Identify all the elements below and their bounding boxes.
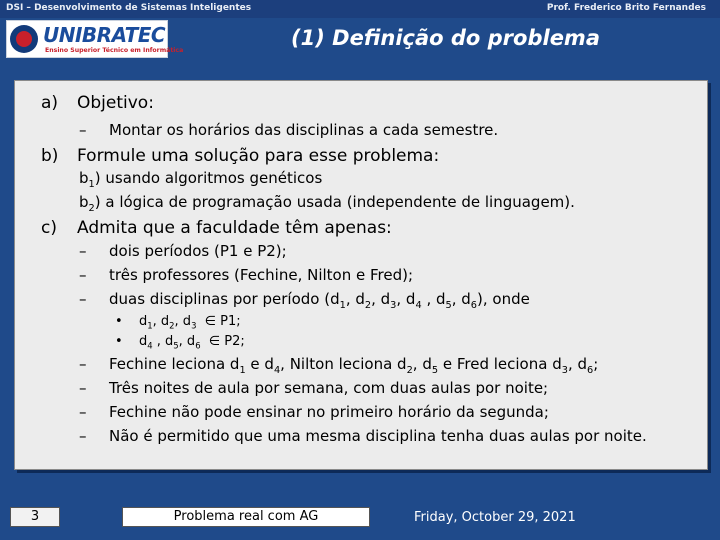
logo-emblem-icon [10, 25, 38, 53]
item-c3: – duas disciplinas por período ($d_1$, $d_2$, $d_3$, $d_4$ , $d_5$, $d_6$), onde [79, 290, 530, 311]
item-c6: – Fechine não pode ensinar no primeiro horário da segunda; [79, 403, 549, 421]
item-b: b) Formule uma solução para esse problema: [41, 146, 440, 166]
logo-wordmark: UNIBRATEC [43, 23, 166, 47]
slide-title: (1) Definição do problema [291, 26, 600, 50]
item-b1: $b_1$) usando algoritmos genéticos [79, 169, 323, 190]
footer-title: Problema real com AG [122, 507, 370, 527]
item-c3-p1: • $d_1$, $d_2$, $d_3$ ∈ P1; [115, 314, 241, 331]
item-c3-p2: • $d_4$ , $d_5$, $d_6$ ∈ P2; [115, 334, 245, 351]
logo [6, 20, 184, 58]
item-b2: $b_2$) a lógica de programação usada (independente de linguagem). [79, 193, 575, 214]
course-name: DSI – Desenvolvimento de Sistemas Inteligentes [6, 3, 252, 13]
item-c4: – Fechine leciona $d_1$ e $d_4$, Nilton leciona $d_2$, $d_5$ e Fred leciona $d_3$, $d_6$; [79, 355, 599, 376]
footer-date: Friday, October 29, 2021 [414, 510, 576, 525]
item-c1: – dois períodos (P1 e P2); [79, 242, 287, 260]
item-c2: – três professores (Fechine, Nilton e Fred); [79, 266, 414, 284]
slide-content [14, 80, 708, 470]
item-c5: – Três noites de aula por semana, com duas aulas por noite; [79, 379, 549, 397]
page-number: 3 [10, 507, 60, 527]
item-a-sub: – Montar os horários das disciplinas a cada semestre. [79, 121, 499, 139]
top-bar [0, 0, 720, 18]
item-c: c) Admita que a faculdade têm apenas: [41, 218, 392, 238]
item-a: a) Objetivo: [41, 93, 154, 113]
professor-name: Prof. Frederico Brito Fernandes [546, 3, 706, 13]
logo-tagline: Ensino Superior Técnico em Informática [45, 47, 184, 54]
item-c7: – Não é permitido que uma mesma disciplina tenha duas aulas por noite. [79, 427, 647, 445]
